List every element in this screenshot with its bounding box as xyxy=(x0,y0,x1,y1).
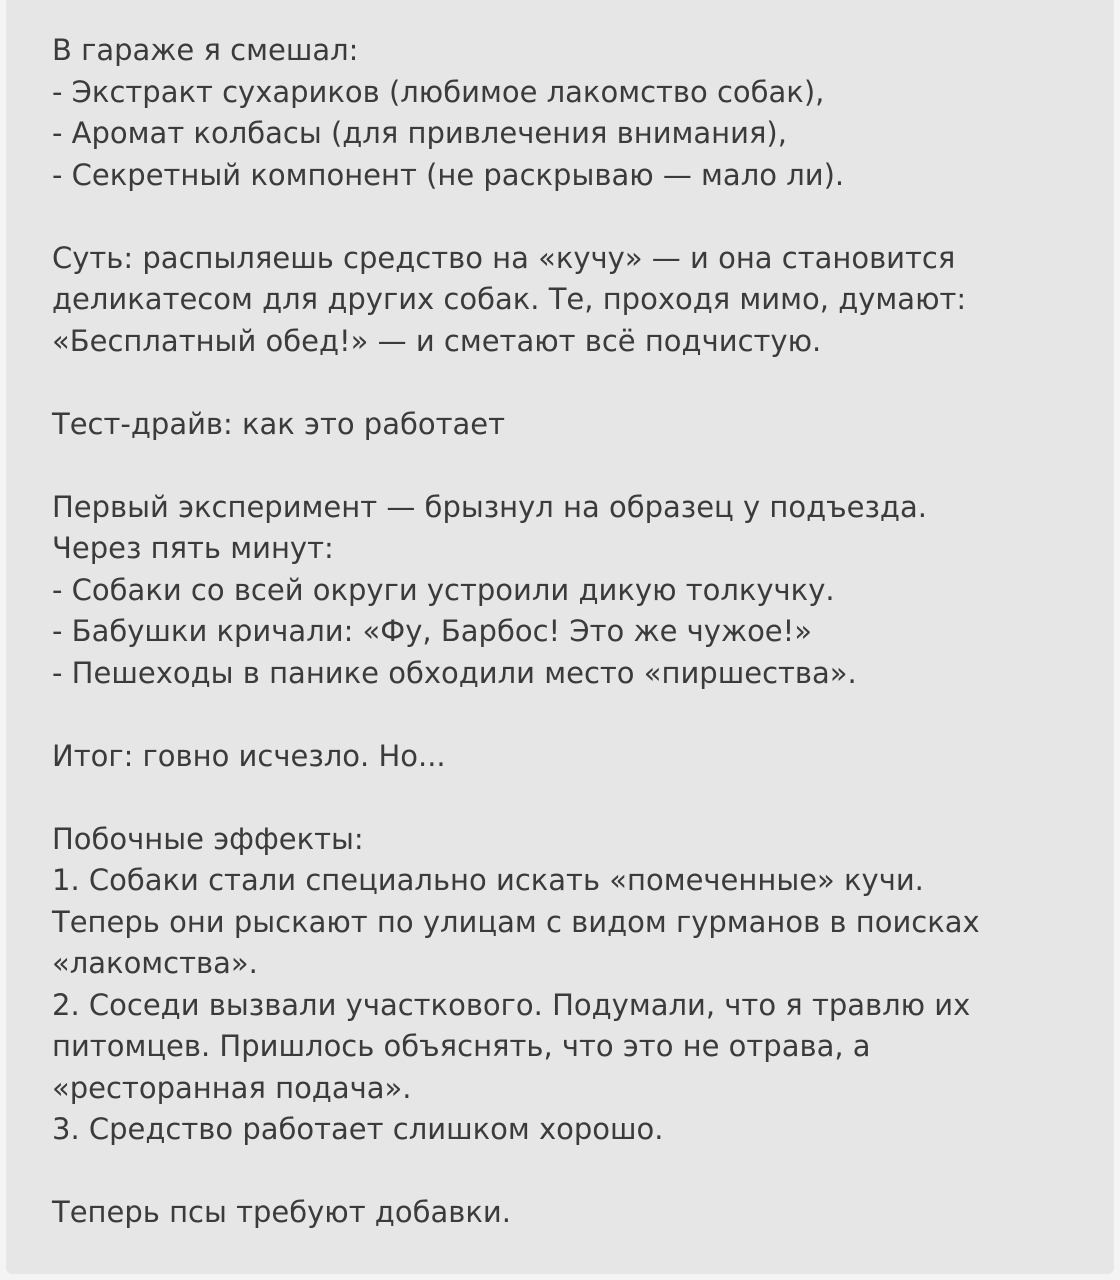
text-line: - Бабушки кричали: «Фу, Барбос! Это же чужое!» xyxy=(52,614,813,648)
blank-line xyxy=(52,362,1114,404)
text-line: питомцев. Пришлось объяснять, что это не отрава, а xyxy=(52,1029,871,1063)
text-line: Теперь они рыскают по улицам с видом гурманов в поисках xyxy=(52,904,980,939)
text-line: Первый эксперимент — брызнул на образец у подъезда. xyxy=(52,489,927,524)
text-line: «ресторанная подача». xyxy=(52,1070,412,1105)
text-line: деликатесом для других собак. Те, проходя мимо, думают: xyxy=(52,282,967,316)
section-heading: Тест-драйв: как это работает xyxy=(52,406,506,441)
text-line: - Секретный компонент (не раскрываю — мало ли). xyxy=(52,157,845,192)
text-line: Теперь псы требуют добавки. xyxy=(52,1195,511,1229)
text-line: «Бесплатный обед!» — и сметают всё подчистую. xyxy=(52,323,822,358)
text-line: 3. Средство работает слишком хорошо. xyxy=(52,1112,664,1146)
text-line: Через пять минут: xyxy=(52,531,334,565)
text-line: «лакомства». xyxy=(52,946,258,980)
text-line: - Пешеходы в панике обходили место «пиршества». xyxy=(52,655,857,690)
blank-line xyxy=(52,196,1114,238)
text-line: В гараже я смешал: xyxy=(52,33,359,67)
text-line: Итог: говно исчезло. Но... xyxy=(52,738,446,773)
blank-line xyxy=(52,1151,1114,1193)
blank-line xyxy=(52,694,1114,736)
blank-line xyxy=(52,445,1114,487)
text-line: - Аромат колбасы (для привлечения внимания), xyxy=(52,116,787,150)
text-line: 1. Собаки стали специально искать «помеченные» кучи. xyxy=(52,863,924,897)
text-line: - Экстракт сухариков (любимое лакомство собак), xyxy=(52,74,825,109)
blank-line xyxy=(52,777,1114,819)
text-line: Побочные эффекты: xyxy=(52,821,364,856)
text-line: - Собаки со всей округи устроили дикую толкучку. xyxy=(52,572,835,607)
message-panel xyxy=(6,0,1114,1274)
text-line: Суть: распыляешь средство на «кучу» — и она становится xyxy=(52,240,956,275)
text-line: 2. Соседи вызвали участкового. Подумали, что я травлю их xyxy=(52,987,971,1022)
message-text xyxy=(52,30,1114,1234)
